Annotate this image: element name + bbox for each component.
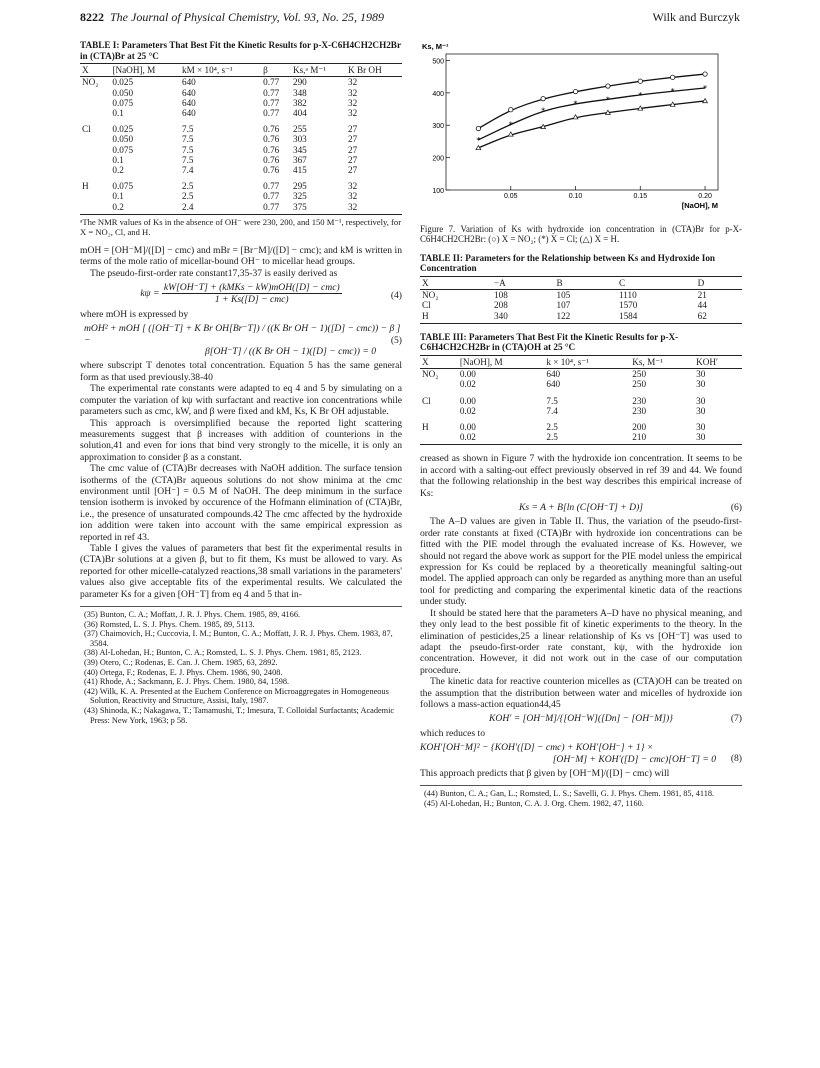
table3-caption: TABLE III: Parameters That Best Fit the Kinetic Results for p-X-C6H4CH2CH2Br in (CTA)OH at 25 °C — [420, 331, 679, 353]
table1-cell: 0.77 — [263, 108, 280, 118]
table2-header: X — [420, 277, 492, 290]
eq8-line-a: KOH′[OH⁻M]² − {KOH′([D] − cmc) + KOH′[OH⁻] + 1} × — [420, 742, 654, 754]
table1-cell: 0.77 — [263, 77, 280, 88]
table3-header: X — [420, 356, 458, 369]
reference-item: (37) Chaimovich, H.; Cuccovia, I. M.; Bunton, C. A.; Moffatt, J. R. J. Phys. Chem. 1983, 87, 3584. — [84, 629, 393, 648]
table1-cell: 27 — [348, 144, 358, 155]
reference-item: (43) Shinoda, K.; Nakagawa, T.; Tamamushi, T.; Imesura, T. Colloidal Surfactants; Academic Press: New York, 1963; p 58. — [84, 705, 395, 725]
table3-cell: 7.4 — [546, 405, 558, 416]
table-row — [80, 165, 402, 175]
table1-cell: 32 — [348, 191, 358, 202]
table3-cell-empty — [420, 432, 458, 445]
table3-cell: 640 — [546, 369, 561, 380]
table-row — [420, 300, 742, 310]
reference-item: (39) Otero, C.; Rodenas, E. Can. J. Chem. 1985, 63, 2892. — [84, 657, 278, 667]
table3-cell: 250 — [632, 369, 647, 380]
table2-cell: 1110 — [618, 290, 637, 301]
table2-header: B — [554, 277, 616, 290]
table3-cell: 230 — [632, 405, 647, 416]
table1-header: β — [261, 64, 291, 77]
table1-cell: 640 — [181, 87, 196, 98]
table3-cell: 2.5 — [544, 432, 630, 445]
table-row — [420, 311, 742, 324]
point-no2 — [670, 75, 674, 79]
authors: Wilk and Burczyk — [652, 10, 740, 24]
eq7-body: KOH′ = [OH⁻M]/{[OH⁻W]([Dn] − [OH⁻M])} — [489, 713, 673, 725]
eq8-line-b: [OH⁻M] + KOH′([D] − cmc)[OH⁻T] = 0 — [552, 753, 716, 765]
table3-cell: 30 — [696, 395, 706, 406]
table1-cell: 0.76 — [263, 134, 280, 145]
point-no2 — [606, 84, 610, 88]
table1-caption: TABLE I: Parameters That Best Fit the Kinetic Results for p-X-C6H4CH2CH2Br in (CTA)Br at 25 °C — [80, 40, 401, 61]
paragraph: The A–D values are given in Table II. Thus, the variation of the pseudo-first-order rate constants at fixed (CTA)Br with hydroxide ion concentrations can be fitted with the PIE model through the evaluated increase of Ks. However, we should not regard the above work as support for the PIE model unless the empirical expression for Ks could be replaced by a theoretically meaningful salting-out model. The applied approach can only be regarded as anything more than an useful tool for predicting and comparing the experimental kinetic data of the reactions under study. — [420, 516, 742, 608]
paragraph: where subscript T denotes total concentration. Equation 5 has the same general form as that used previously.38-40 — [80, 360, 402, 383]
eq5-line-a: mOH² + mOH [ ([OH⁻T] + K Br OH[Br⁻T]) / ((K Br OH − 1)([D] − cmc)) − β ] − — [84, 323, 401, 346]
table1-cell: 375 — [291, 202, 346, 215]
table1-cell: 27 — [348, 165, 358, 176]
table2-cell: 108 — [494, 290, 508, 301]
table1-cell-empty — [80, 88, 110, 98]
eq8-number: (8) — [730, 753, 742, 765]
table1-cell-x: H — [82, 181, 89, 192]
table1-cell: 382 — [292, 97, 307, 108]
table1-cell: 27 — [348, 154, 358, 165]
table1-cell: 640 — [181, 77, 196, 88]
table3-cell: 230 — [632, 395, 647, 406]
paragraph: The pseudo-first-order rate constant17,35-37 is easily derived as — [90, 267, 338, 279]
table-row — [420, 379, 742, 389]
table-row — [420, 422, 742, 432]
table1-cell: 7.5 — [181, 134, 194, 145]
x-tick-label: 0.05 — [503, 193, 518, 200]
table3-cell: 30 — [696, 405, 706, 416]
table-row — [420, 406, 742, 416]
table3-cell: 0.02 — [459, 405, 476, 416]
table1-cell: 0.1 — [112, 154, 124, 165]
table1-cell: 0.025 — [112, 77, 134, 88]
table1-cell: 640 — [181, 97, 196, 108]
table-row — [80, 145, 402, 155]
table1-cell: 32 — [348, 108, 358, 118]
table1-cell: 0.075 — [112, 144, 134, 155]
table1-cell: 640 — [181, 108, 196, 118]
eq5-line-b: β[OH⁻T] / ((K Br OH − 1)([D] − cmc)) = 0 — [204, 346, 376, 358]
table3-header: KOH′ — [694, 356, 742, 369]
table2-header: C — [617, 277, 696, 290]
table1-cell: 0.77 — [263, 87, 280, 98]
table1 — [80, 63, 402, 215]
reference-item: (38) Al-Lohedan, H.; Bunton, C. A.; Romsted, L. S. J. Phys. Chem. 1981, 85, 2123. — [84, 648, 362, 658]
paragraph: where mOH is expressed by — [80, 308, 189, 320]
table1-cell: 0.76 — [263, 165, 280, 176]
table3-cell: 0.00 — [459, 422, 476, 433]
table-row — [80, 77, 402, 88]
table3-cell: 2.5 — [546, 422, 558, 433]
table1-cell: 32 — [348, 97, 358, 108]
table2-cell: 1570 — [618, 300, 638, 311]
paragraph: It should be stated here that the parameters A–D have no physical meaning, and they only lead to the best possible fit of kinetic experiments to the theory. In the elimination of pesticides,25 a linear relationship of Ks vs [OH⁻T] was used to adapt the pseudo-first-order rate constant, kψ, with the hydroxide ion concentration. However, it did not work out in the case of our computation procedure. — [420, 607, 742, 676]
table3-cell-x: H — [422, 422, 429, 433]
reference-item: (45) Al-Lohedan, H.; Bunton, C. A. J. Org. Chem. 1982, 47, 1160. — [424, 798, 644, 808]
table1-cell: 404 — [292, 108, 307, 118]
table2-cell: 107 — [556, 300, 571, 311]
reference-item: (36) Romsted, L. S. J. Phys. Chem. 1985, 89, 5113. — [84, 619, 255, 629]
table-row — [80, 134, 402, 144]
left-column — [80, 40, 402, 725]
table1-cell-x: NO₂ — [82, 77, 99, 88]
point-cl: * — [703, 84, 708, 93]
table1-cell-empty — [80, 134, 110, 144]
table-row — [80, 191, 402, 201]
table3-cell-empty — [420, 379, 458, 389]
table-row — [80, 202, 402, 215]
point-cl: * — [573, 99, 578, 109]
table3-cell: 200 — [632, 422, 647, 433]
table1-cell: 0.2 — [112, 165, 124, 176]
reference-item: (40) Ortega, F.; Rodenas, E. J. Phys. Chem. 1986, 90, 2408. — [84, 667, 283, 677]
table2-cell: H — [420, 311, 492, 324]
paragraph: Table I gives the values of parameters that best fit the experimental results in (CTA)Br solutions at a given β, but to fit them, Ks must be allowed to vary. As reported for other micelle-catalyzed reactions,38 small variations in the parameters' values also give acceptable fits of the experimental results. We calculated the parameter Ks for a given [OH⁻T] from eq 4 and 5 that in- — [80, 542, 402, 600]
table1-cell: 0.77 — [263, 97, 280, 108]
table1-cell: 27 — [348, 124, 358, 135]
table1-cell: 0.075 — [112, 181, 134, 192]
table2-header: −A — [492, 277, 554, 290]
paragraph: creased as shown in Figure 7 with the hydroxide ion concentration. It seems to be in accord with a salting-out effect previously observed in ref 39 and 44. We found that the following relationship in the best way describes this empirical increase of Ks: — [420, 453, 742, 499]
table3-cell: 30 — [696, 422, 706, 433]
paragraph: The kinetic data for reactive counterion micelles as (CTA)OH can be treated on the assumption that the distribution between water and micelles of hydroxide ion follows a mass-action equation44,45 — [420, 676, 742, 710]
x-tick-label: 0.20 — [698, 193, 712, 200]
table1-cell: 290 — [292, 77, 307, 88]
table3 — [420, 355, 742, 445]
table1-cell: 7.5 — [181, 144, 194, 155]
figure-7 — [420, 40, 742, 222]
table2-cell: 208 — [494, 300, 508, 311]
page-number: 8222 — [80, 10, 104, 24]
point-no2 — [541, 96, 545, 100]
point-cl: * — [670, 87, 675, 97]
table2-cell: 21 — [697, 290, 707, 301]
table1-cell-empty — [80, 191, 110, 201]
table1-cell: 255 — [292, 124, 307, 135]
y-tick-label: 100 — [432, 188, 444, 195]
table2-header: D — [696, 277, 742, 290]
table3-cell: 30 — [696, 379, 706, 390]
table1-footnote: ᵃThe NMR values of Ks in the absence of OH⁻ were 230, 200, and 150 M⁻¹, respectively, for X = NO₂, Cl, and H. — [80, 216, 402, 237]
table3-cell: 0.02 — [458, 432, 545, 445]
point-no2 — [573, 89, 577, 93]
table3-cell-x: NO₂ — [422, 369, 439, 380]
equation-5 — [80, 323, 402, 357]
table1-cell: 0.025 — [112, 124, 134, 135]
table3-cell: 210 — [630, 432, 694, 445]
table1-cell: 7.5 — [181, 154, 194, 165]
table-row — [80, 124, 402, 134]
reference-item: (42) Wilk, K. A. Presented at the Euchem Conference on Microaggregates in Homogeneous Solution, Reactivity and Structure, Assisi, Italy, 1987. — [84, 686, 389, 706]
references-left — [80, 606, 402, 725]
table3-cell-empty — [420, 406, 458, 416]
y-tick-label: 200 — [432, 155, 444, 163]
table2-cell: NO₂ — [422, 290, 439, 301]
point-cl: * — [541, 106, 546, 116]
table3-header: Ks, M⁻¹ — [630, 356, 694, 369]
paragraph: The cmc value of (CTA)Br decreases with NaOH addition. The surface tension isotherms of the (CTA)Br aqueous solutions do not show minima at the cmc environment until [OH⁻] = 0.5 M of NaOH. The deep minimum in the surface tension isotherm is invoked by occurence of the Hofmann elimination of (CTA)Br, i.e., the presence of unsaturated compounds.42 The cmc affected by the hydroxide ion addition were taken into account with the same empirical expression as reported in ref 43. — [80, 463, 402, 543]
point-cl: * — [476, 135, 481, 145]
eq5-number: (5) — [390, 335, 402, 347]
x-tick-label: 0.10 — [568, 193, 583, 200]
table3-cell: 0.02 — [459, 379, 476, 390]
table1-cell: 0.76 — [263, 124, 280, 135]
table1-cell-empty — [80, 155, 110, 165]
table1-cell: 415 — [292, 165, 307, 176]
running-head — [80, 10, 384, 25]
table1-cell-empty — [80, 108, 110, 118]
eq4-denominator: 1 + Ks([D] − cmc) — [214, 294, 289, 306]
point-no2 — [703, 72, 707, 76]
table3-cell: 640 — [546, 379, 561, 390]
reference-item: (41) Rhode, A.; Sackmann, E. J. Phys. Chem. 1980, 84, 1598. — [84, 677, 290, 687]
table1-cell: 2.5 — [181, 181, 194, 192]
y-tick-label: 400 — [432, 90, 444, 98]
table-row — [80, 88, 402, 98]
table3-cell: 250 — [632, 379, 647, 390]
y-axis-label: Ks, M⁻¹ — [422, 42, 449, 51]
table1-cell: 0.77 — [261, 202, 291, 215]
x-tick-label: 0.15 — [633, 193, 648, 200]
paragraph: mOH = [OH⁻M]/([D] − cmc) and mBr = [Br⁻M]/([D] − cmc); and kM is written in terms of the mole ratio of micellar-bound OH⁻ to micellar head groups. — [80, 244, 402, 268]
right-column — [420, 40, 742, 809]
table2 — [420, 276, 742, 324]
page-header — [80, 10, 740, 28]
table-row — [80, 181, 402, 191]
table3-cell: 30 — [694, 432, 742, 445]
table1-cell: 325 — [292, 191, 307, 202]
table3-header: [NaOH], M — [458, 356, 545, 369]
table1-cell-x: Cl — [82, 124, 91, 135]
table1-cell: 2.4 — [180, 202, 261, 215]
eq4-lhs: kψ = — [140, 288, 160, 300]
table1-cell-empty — [80, 98, 110, 108]
table3-cell-x: Cl — [422, 395, 431, 406]
table-row — [420, 290, 742, 301]
table2-cell: Cl — [422, 300, 431, 311]
table1-cell: 0.77 — [263, 181, 280, 192]
table1-cell: 32 — [348, 181, 358, 192]
point-cl: * — [605, 95, 610, 105]
table1-cell: 27 — [348, 134, 358, 145]
paragraph: The experimental rate constants were adapted to eq 4 and 5 by simulating on a computer the variation of kψ with surfactant and reactive ion concentrations while parameters such as cmc, kW, and β were fixed and kM, Ks, K Br OH adjustable. — [80, 383, 402, 418]
table1-cell: 7.4 — [181, 165, 194, 176]
table3-header: k × 10⁴, s⁻¹ — [544, 356, 630, 369]
table1-header: kM × 10⁴, s⁻¹ — [180, 64, 261, 77]
plot-frame — [446, 54, 718, 190]
table1-cell: 0.2 — [110, 202, 180, 215]
table-row — [80, 98, 402, 108]
table1-cell: 0.76 — [263, 154, 280, 165]
table3-cell: 7.5 — [546, 395, 558, 406]
table1-cell: 0.050 — [112, 87, 134, 98]
figure-caption: Figure 7. Variation of Ks with hydroxide ion concentration in (CTA)Br for p-X-C6H4CH2CH2Br: (○) X = NO₂; (*) X = Cl; (△) X = H. — [420, 224, 742, 245]
table-row — [420, 396, 742, 406]
table2-cell: 1584 — [617, 311, 696, 324]
table2-cell: 62 — [696, 311, 742, 324]
equation-4 — [80, 282, 402, 306]
table3-cell: 30 — [696, 369, 706, 380]
table1-header: [NaOH], M — [110, 64, 180, 77]
eq6-number: (6) — [730, 502, 742, 514]
table1-header: Ks,ᵃ M⁻¹ — [291, 64, 346, 77]
eq7-number: (7) — [730, 713, 742, 725]
table2-caption: TABLE II: Parameters for the Relationship between Ks and Hydroxide Ion Concentration — [420, 252, 716, 274]
table2-cell: 105 — [556, 290, 571, 301]
equation-8 — [420, 742, 742, 765]
table1-cell: 32 — [348, 87, 358, 98]
table1-cell: 0.1 — [112, 191, 124, 202]
table1-cell: 348 — [292, 87, 307, 98]
table1-cell: 303 — [292, 134, 307, 145]
table-row — [420, 369, 742, 380]
table2-cell: 122 — [554, 311, 616, 324]
table1-cell: 345 — [292, 144, 307, 155]
eq6-body: Ks = A + B[ln (C[OH⁻T] + D)] — [518, 502, 644, 514]
table3-cell: 0.00 — [459, 395, 476, 406]
table-row — [80, 155, 402, 165]
table1-cell: 2.5 — [181, 191, 194, 202]
table1-cell: 367 — [292, 154, 307, 165]
x-axis-label: [NaOH], M — [681, 201, 718, 210]
references-right — [420, 785, 742, 808]
table1-header: K Br OH — [346, 64, 402, 77]
table3-cell: 0.00 — [459, 369, 476, 380]
table1-cell: 295 — [292, 181, 307, 192]
table1-cell: 32 — [346, 202, 402, 215]
table1-cell: 0.050 — [112, 134, 134, 145]
point-no2 — [509, 107, 513, 111]
table2-cell: 44 — [697, 300, 707, 311]
point-no2 — [638, 79, 642, 83]
table1-cell-empty — [80, 165, 110, 175]
table1-cell: 0.075 — [112, 97, 134, 108]
ks-chart — [420, 40, 742, 222]
table-row — [80, 108, 402, 118]
table-row — [420, 432, 742, 445]
table1-cell: 32 — [348, 77, 358, 88]
paragraph: This approach predicts that β given by [OH⁻M]/([D] − cmc) will — [420, 767, 670, 779]
y-tick-label: 500 — [432, 58, 444, 66]
table2-cell: 340 — [492, 311, 554, 324]
journal-title: The Journal of Physical Chemistry, Vol. 93, No. 25, 1989 — [110, 10, 384, 24]
table1-cell: 0.1 — [112, 108, 124, 118]
table1-cell: 0.77 — [263, 191, 280, 202]
y-tick-label: 300 — [432, 123, 444, 131]
point-no2 — [476, 126, 480, 130]
table1-cell-empty — [80, 145, 110, 155]
table1-cell-empty — [80, 202, 110, 215]
reference-item: (44) Bunton, C. A.; Gan, L.; Romsted, L. S.; Savelli, G. J. Phys. Chem. 1981, 85, 4118. — [424, 789, 715, 799]
eq4-numerator: kW[OH⁻T] + (kMKs − kW)mOH([D] − cmc) — [163, 282, 340, 294]
paragraph: which reduces to — [420, 727, 486, 739]
point-cl: * — [638, 90, 643, 100]
equation-6 — [420, 502, 742, 513]
reference-item: (35) Bunton, C. A.; Moffatt, J. R. J. Phys. Chem. 1985, 89, 4166. — [84, 610, 301, 620]
paragraph: This approach is oversimplified because the reported light scattering measurements suggest that β increases with addition of counterions in the solution,41 and even for ions that bind very strongly to the micelle, it is only an approximation to consider β as a constant. — [80, 417, 402, 463]
eq4-number: (4) — [390, 290, 402, 302]
table1-cell: 7.5 — [181, 124, 194, 135]
table1-cell: 0.76 — [263, 144, 280, 155]
table1-header: X — [80, 64, 110, 77]
point-cl: * — [508, 120, 513, 130]
equation-7 — [420, 713, 742, 724]
